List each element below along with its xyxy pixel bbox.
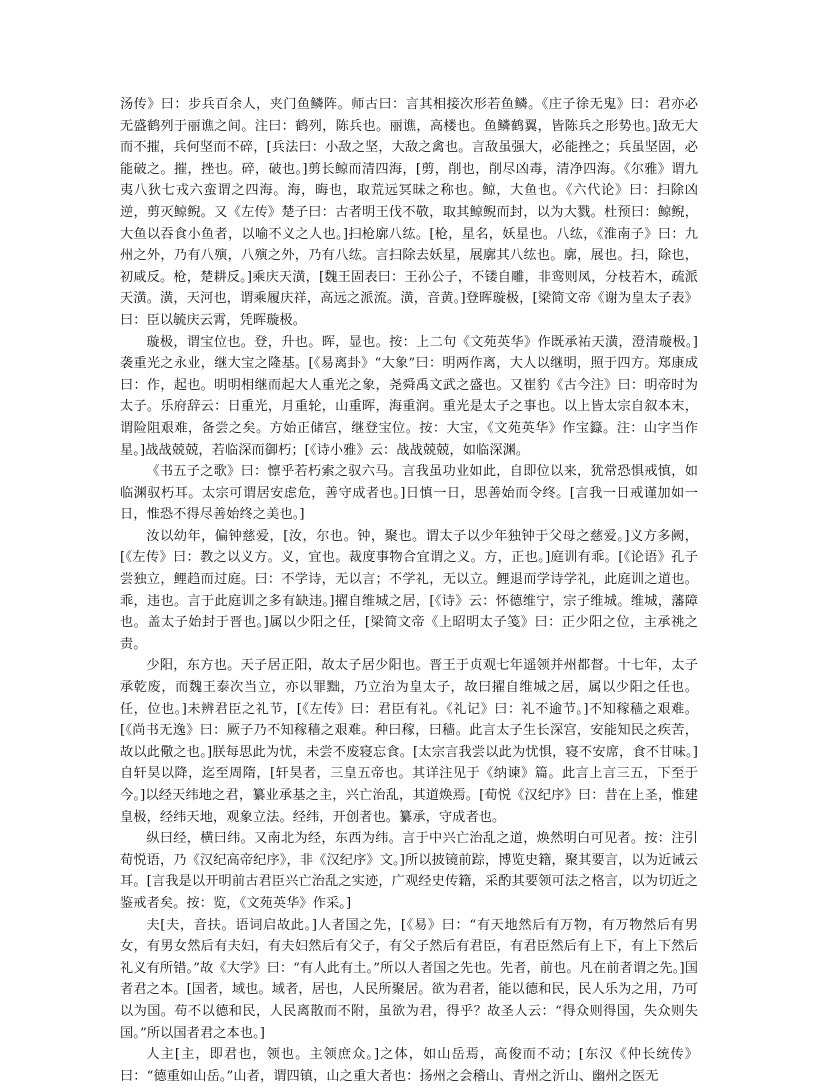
document-page (120, 94, 698, 1087)
paragraph-5: 少阳，东方也。天子居正阳，故太子居少阳也。晋王于贞观七年遥领并州都督。十七年，太子承乾废，而魏王泰次当立，亦以罪黜，乃立治为皇太子，故曰擢自维城之居，属以少阳之任也。任，位也。]未辨君臣之礼节，[《左传》曰：君臣有礼。《礼记》曰：礼不逾节。]不知稼穑之艰难。[《尚书无逸》曰：厥子乃不知稼穑之艰难。种曰稼，曰穑。此言太子生长深宫，安能知民之疾苦，故以此儆之也。]朕每思此为忧，未尝不废寝忘食。[太宗言我尝以此为忧惧，寝不安席，食不甘味。]自轩昊以降，迄至周隋，[轩昊者，三皇五帝也。其详注见于《纳谏》篇。此言上言三五，下至于今。]以经天纬地之君，纂业承基之主，兴亡治乱，其道焕焉。[荀悦《汉纪序》曰：昔在上圣，惟建皇极，经纬天地，观象立法。经纬，开创者也。纂承，守成者也。 (120, 658, 698, 825)
paragraph-2: 璇极，谓宝位也。登，升也。晖，显也。按：上二句《文苑英华》作既承祐天潢，澄清璇极。]袭重光之永业，继大宝之隆基。[《易离卦》“大象”曰：明两作离，大人以继明，照于四方。郑康成曰：作，起也。明明相继而起大人重光之象，尧舜禹文武之盛也。又崔豹《古今注》曰：明帝时为太子。乐府辞云：日重光，月重轮，山重晖，海重润。重光是太子之事也。以上皆太宗自叙本末，谓险阻艰难，备尝之矣。方始正储宫，继登宝位。按：大宝，《文苑英华》作宝籙。注：山字当作星。]战战兢兢，若临深而御朽；[《诗小雅》云：战战兢兢，如临深渊。 (120, 334, 698, 458)
paragraph-4: 汝以幼年，偏钟慈爱，[汝，尔也。钟，聚也。谓太子以少年独钟于父母之慈爱。]义方多阙，[《左传》曰：教之以义方。义，宜也。裁度事物合宜谓之义。方，正也。]庭训有乖。[《论语》孔子尝独立，鲤趋而过庭。曰：不学诗，无以言；不学礼，无以立。鲤退而学诗学礼，此庭训之道也。乖，违也。言于此庭训之多有缺违。]擢自维城之居，[《诗》云：怀德维宁，宗子维城。维城，藩障也。盖太子始封于晋也。]属以少阳之任，[梁简文帝《上昭明太子笺》曰：正少阳之位，主承祧之责。 (120, 528, 698, 652)
paragraph-6: 纵曰经，横曰纬。又南北为经，东西为纬。言于中兴亡治乱之道，焕然明白可见者。按：注引荀悦语，乃《汉纪高帝纪序》，非《汉纪序》文。]所以披镜前踪，博览史籍，聚其要言，以为近诫云耳。[言我是以开明前古君臣兴亡治乱之实迹，广观经史传籍，采酌其要领可法之格言，以为切近之鉴戒者矣。按：览，《文苑英华》作采。] (120, 831, 698, 911)
paragraph-3: 《书五子之歌》曰：懔乎若朽索之驭六马。言我虽功业如此，自即位以来，犹常恐惧戒慎，如临渊驭朽耳。太宗可谓居安虑危，善守成者也。]日慎一日，思善始而令终。[言我一日戒谨加如一日，惟恐不得尽善始终之美也。] (120, 464, 698, 523)
paragraph-8: 人主[主，即君也，领也。主领庶众。]之体，如山岳焉，高俊而不动；[东汉《仲长统传》曰：“德重如山岳。”山者，谓四镇，山之重大者也：扬州之会稽山、青州之沂山、幽州之医无 (120, 1047, 698, 1084)
paragraph-7: 夫[夫，音扶。语词启故此。]人者国之先，[《易》曰：“有天地然后有万物，有万物然后有男女，有男女然后有夫妇，有夫妇然后有父子，有父子然后有君臣，有君臣然后有上下，有上下然后礼义有所错。”故《大学》曰：“有人此有土。”所以人者国之先也。先者，前也。凡在前者谓之先。]国者君之本。[国者，域也。域者，居也，人民所聚居。欲为君者，能以德和民，民人乐为之用，乃可以为国。苟不以德和民，人民离散而不附，虽欲为君，得乎？故圣人云：“得众则得国，失众则失国。”所以国者君之本也。] (120, 917, 698, 1041)
paragraph-1: 汤传》曰：步兵百余人，夹门鱼鳞阵。师古曰：言其相接次形若鱼鳞。《庄子徐无鬼》曰：君亦必无盛鹤列于丽谯之间。注曰：鹤列，陈兵也。丽谯，高楼也。鱼鳞鹤翼，皆陈兵之形势也。]敌无大而不摧，兵何坚而不碎，[兵法曰：小敌之坚，大敌之禽也。言敌虽强大，必能挫之；兵虽坚固，必能破之。摧，挫也。碎，破也。]剪长鲸而清四海，[剪，削也，削尽凶毒，清净四海。《尔雅》谓九夷八狄七戎六蛮谓之四海。海，晦也，取荒远冥昧之称也。鲸，大鱼也。《六代论》曰：扫除凶逆，剪灭鲸鲵。又《左传》楚子曰：古者明王伐不敬，取其鲸鲵而封，以为大戮。杜预曰：鲸鲵，大鱼以吞食小鱼者，以喻不义之人也。]扫枪廓八纮。[枪，星名，妖星也。八纮，《淮南子》曰：九州之外，乃有八殥，八殥之外，乃有八纮。言扫除去妖星，展廓其八纮也。廓，展也。扫，除也，初咸反。枪，楚耕反。]乘庆天潢，[魏王固表曰：王孙公子，不镂自雕，非鸾则凤，分枝若木，疏派天潢。潢，天河也，谓乘履庆祥，高远之派流。潢，音黄。]登晖璇极，[梁简文帝《谢为皇太子表》曰：臣以毓庆云霄，凭晖璇极。 (120, 97, 698, 328)
